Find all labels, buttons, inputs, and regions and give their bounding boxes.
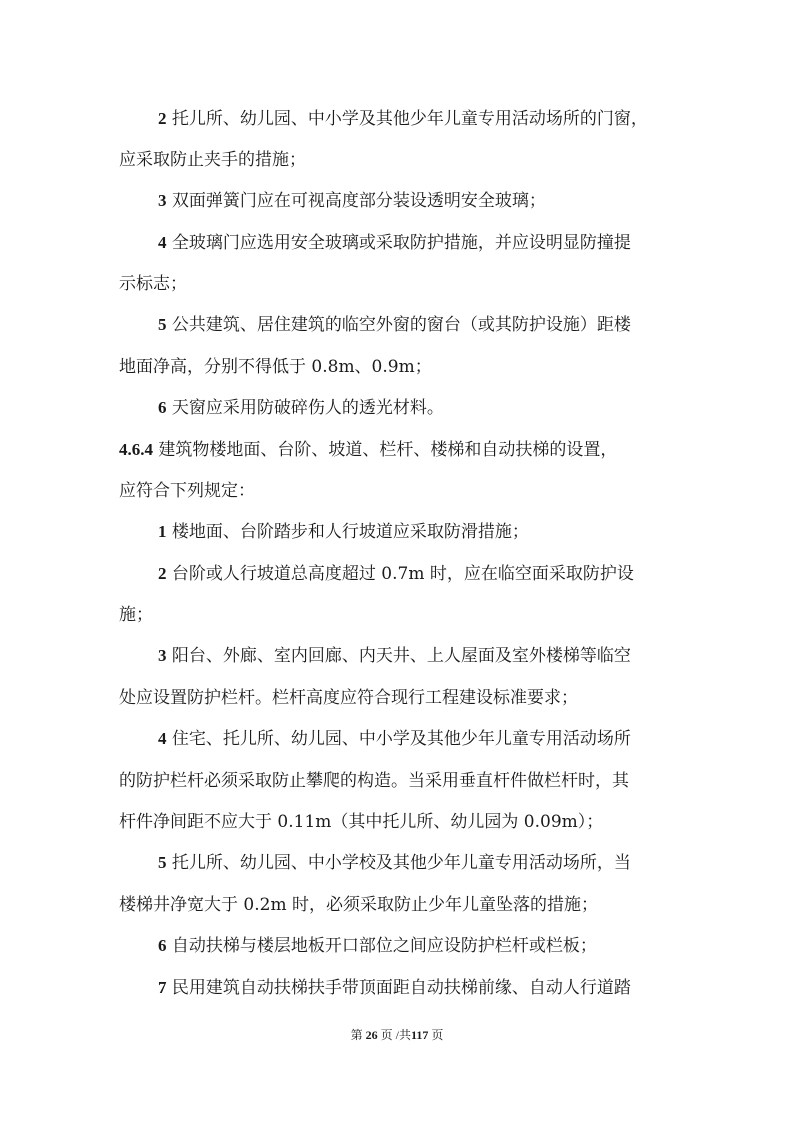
item-text: 全玻璃门应选用安全玻璃或采取防护措施，并应设明显防撞提 bbox=[171, 233, 631, 253]
page-footer bbox=[0, 1024, 794, 1046]
item-text: 自动扶梯与楼层地板开口部位之间应设防护栏杆或栏板； bbox=[171, 936, 597, 956]
item-text: 处应设置防护栏杆。栏杆高度应符合现行工程建设标准要求； bbox=[119, 688, 578, 708]
item-text: 示标志； bbox=[119, 274, 187, 294]
total-pages-number: 117 bbox=[411, 1028, 429, 1042]
item-number: 3 bbox=[158, 646, 167, 665]
sub-item-4-line1 bbox=[158, 724, 678, 754]
item-text: 楼地面、台阶踏步和人行坡道应采取防滑措施； bbox=[171, 522, 529, 542]
sub-item-4-line2 bbox=[119, 766, 679, 796]
item-text: 施； bbox=[119, 605, 153, 625]
sub-item-3-line2 bbox=[119, 683, 679, 713]
item-2-line1 bbox=[158, 104, 678, 134]
item-text: 双面弹簧门应在可视高度部分装设透明安全玻璃； bbox=[171, 191, 546, 211]
item-text: 杆件净间距不应大于 0.11m（其中托儿所、幼儿园为 0.09m）； bbox=[119, 812, 604, 832]
sub-item-6-line1 bbox=[158, 931, 678, 961]
item-2-line2 bbox=[119, 145, 679, 175]
item-4-line2 bbox=[119, 269, 679, 299]
clause-number: 4.6.4 bbox=[119, 440, 153, 459]
sub-item-4-line3 bbox=[119, 807, 679, 837]
item-number: 3 bbox=[158, 191, 167, 210]
item-number: 7 bbox=[158, 978, 167, 997]
item-number: 2 bbox=[158, 564, 167, 583]
item-5-line1 bbox=[158, 310, 678, 340]
item-number: 1 bbox=[158, 522, 167, 541]
sub-item-2-line2 bbox=[119, 600, 679, 630]
item-3-line1 bbox=[158, 186, 678, 216]
sub-item-5-line1 bbox=[158, 848, 678, 878]
item-number: 6 bbox=[158, 398, 167, 417]
item-number: 5 bbox=[158, 853, 167, 872]
clause-4-6-4-line1 bbox=[119, 435, 679, 465]
item-text: 托儿所、幼儿园、中小学校及其他少年儿童专用活动场所，当 bbox=[171, 853, 631, 873]
footer-suffix: 页 bbox=[431, 1028, 444, 1042]
current-page-number: 26 bbox=[365, 1028, 378, 1042]
sub-item-3-line1 bbox=[158, 641, 678, 671]
item-text: 民用建筑自动扶梯扶手带顶面距自动扶梯前缘、自动人行道踏 bbox=[171, 978, 631, 998]
item-text: 台阶或人行坡道总高度超过 0.7m 时，应在临空面采取防护设 bbox=[171, 564, 634, 584]
item-number: 5 bbox=[158, 315, 167, 334]
sub-item-1-line1 bbox=[158, 517, 678, 547]
footer-mid: 页 /共 bbox=[380, 1028, 411, 1042]
item-text: 楼梯井净宽大于 0.2m 时，必须采取防止少年儿童坠落的措施； bbox=[119, 895, 598, 915]
item-number: 4 bbox=[158, 729, 167, 748]
item-text: 天窗应采用防破碎伤人的透光材料。 bbox=[171, 398, 444, 418]
item-number: 4 bbox=[158, 233, 167, 252]
clause-text: 建筑物楼地面、台阶、坡道、栏杆、楼梯和自动扶梯的设置， bbox=[158, 440, 618, 460]
item-text: 的防护栏杆必须采取防止攀爬的构造。当采用垂直杆件做栏杆时，其 bbox=[119, 771, 629, 791]
item-number: 6 bbox=[158, 936, 167, 955]
item-number: 2 bbox=[158, 109, 167, 128]
sub-item-2-line1 bbox=[158, 559, 678, 589]
item-text: 阳台、外廊、室内回廊、内天井、上人屋面及室外楼梯等临空 bbox=[171, 646, 631, 666]
sub-item-7-line1 bbox=[158, 973, 678, 1003]
footer-prefix: 第 bbox=[350, 1028, 363, 1042]
item-text: 公共建筑、居住建筑的临空外窗的窗台（或其防护设施）距楼 bbox=[171, 315, 631, 335]
item-text: 应采取防止夹手的措施； bbox=[119, 150, 306, 170]
item-text: 住宅、托儿所、幼儿园、中小学及其他少年儿童专用活动场所 bbox=[171, 729, 631, 749]
item-5-line2 bbox=[119, 352, 679, 382]
item-text: 托儿所、幼儿园、中小学及其他少年儿童专用活动场所的门窗， bbox=[171, 109, 648, 129]
sub-item-5-line2 bbox=[119, 890, 679, 920]
clause-4-6-4-line2 bbox=[119, 476, 679, 506]
item-6-line1 bbox=[158, 393, 678, 423]
clause-text: 应符合下列规定： bbox=[119, 481, 255, 501]
item-4-line1 bbox=[158, 228, 678, 258]
item-text: 地面净高，分别不得低于 0.8m、0.9m； bbox=[119, 357, 432, 377]
